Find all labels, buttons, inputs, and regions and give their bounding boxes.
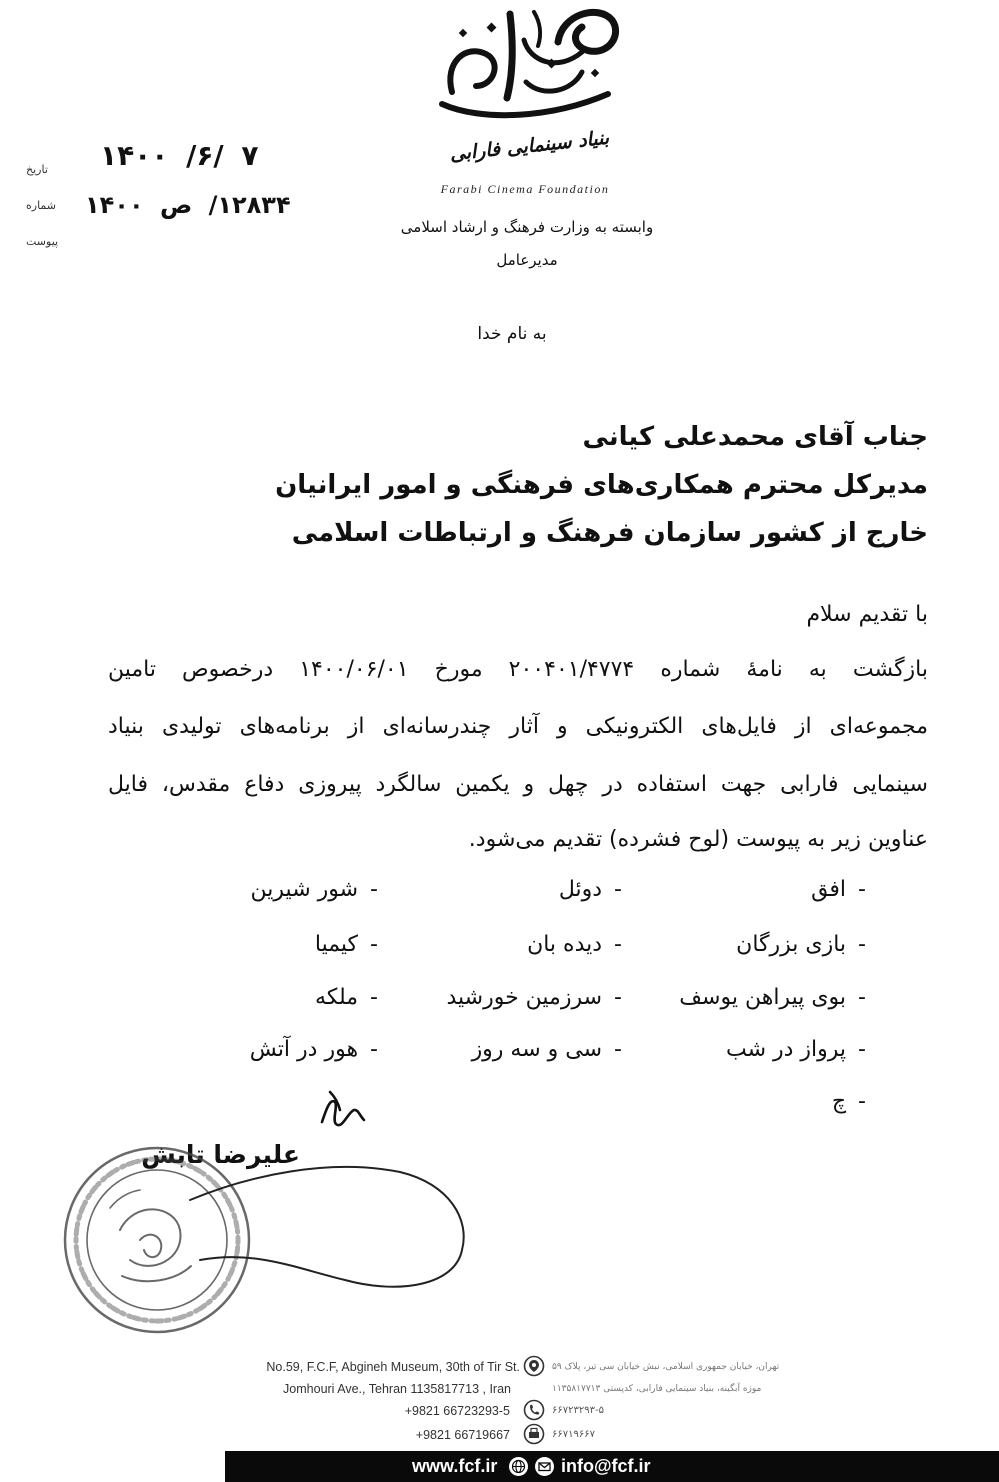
recipient-name: جناب آقای محمدعلی کیانی — [582, 422, 928, 452]
logo-dot — [459, 29, 467, 37]
stamp-outer-ring — [65, 1148, 249, 1332]
title-text: شور شیرین — [250, 877, 359, 902]
footer-contact-bar — [225, 1451, 999, 1482]
address-fa-line: تهران، خیابان جمهوری اسلامی، نبش خیابان سی تیر، پلاک ۵۹ — [552, 1362, 780, 1372]
signatory-name: علیرضا تابش — [141, 1140, 300, 1169]
title-text: سی و سه روز — [471, 1037, 603, 1062]
body-line: بازگشت به نامهٔ شماره ۲۰۰۴۰۱/۴۷۷۴ مورخ ۱۴۰۰/۰۶/۰۱ درخصوص تامین — [108, 657, 928, 682]
fax-fa: ۶۶۷۱۹۶۶۷ — [552, 1429, 595, 1440]
list-bullet: - — [614, 877, 622, 902]
logo-calligraphy-vertical — [507, 14, 512, 98]
list-item — [315, 980, 378, 1016]
number-label: شماره — [26, 199, 57, 212]
list-bullet: - — [614, 1037, 622, 1062]
list-bullet: - — [858, 985, 866, 1010]
fax-en: +9821 66719667 — [415, 1428, 510, 1442]
list-item — [832, 1084, 866, 1120]
affiliation-line: وابسته به وزارت فرهنگ و ارشاد اسلامی — [400, 218, 654, 236]
list-item — [315, 927, 378, 963]
globe-icon — [508, 1456, 529, 1477]
recipient-organization: خارج از کشور سازمان فرهنگ و ارتباطات اسلامی — [291, 518, 928, 548]
stamp-inner-ring — [87, 1170, 227, 1310]
title-text: پرواز در شب — [725, 1037, 847, 1062]
address-en-line: No.59, F.C.F, Abgineh Museum, 30th of Tir St. — [266, 1360, 520, 1374]
stamp-emblem — [140, 1235, 161, 1257]
logo-dot — [591, 69, 599, 77]
body-line: سینمایی فارابی جهت استفاده در چهل و یکمین سالگرد پیروزی دفاع مقدس، فایل — [108, 772, 928, 797]
address-fa-line: موزه آبگینه، بنیاد سینمایی فارابی، کدپستی ۱۱۳۵۸۱۷۷۱۳ — [552, 1384, 762, 1394]
signature-and-stamp — [0, 1080, 480, 1350]
list-bullet: - — [614, 932, 622, 957]
logo-calligraphy-stroke — [534, 12, 540, 46]
list-bullet: - — [370, 985, 378, 1010]
title-text: افق — [811, 877, 847, 902]
attachment-label: پیوست — [26, 235, 59, 248]
list-item — [251, 872, 378, 908]
location-pin-icon — [523, 1355, 545, 1377]
list-item — [250, 1032, 378, 1068]
title-text: کیمیا — [314, 932, 359, 957]
stamp-lettering-texture — [76, 1159, 238, 1321]
list-bullet: - — [370, 1037, 378, 1062]
list-item — [446, 980, 622, 1016]
signature-scribble — [322, 1092, 364, 1125]
logo-wordmark: بنیاد سینمایی فارابی — [448, 126, 611, 166]
date-label: تاریخ — [26, 163, 48, 176]
list-item — [726, 1032, 866, 1068]
title-text: دیده بان — [527, 932, 603, 957]
sender-position: مدیرعامل — [496, 251, 558, 269]
logo-calligraphy-curve — [526, 72, 582, 91]
foundation-logo — [430, 0, 630, 175]
stamp-emblem — [122, 1266, 191, 1281]
list-bullet: - — [858, 932, 866, 957]
title-text: هور در آتش — [249, 1037, 359, 1062]
logo-dot — [487, 23, 497, 33]
address-en-line: Jomhouri Ave., Tehran 1135817713 , Iran — [283, 1382, 511, 1396]
date-value: ۱۴۰۰ /۶/ ۷ — [100, 139, 259, 172]
title-text: چ — [831, 1089, 847, 1114]
list-item — [679, 980, 866, 1016]
email-text: info@fcf.ir — [561, 1456, 651, 1476]
body-line: مجموعه‌ای از فایل‌های الکترونیکی و آثار چندرسانه‌ای از برنامه‌های تولیدی بنیاد — [108, 714, 928, 739]
body-line: عناوین زیر به پیوست (لوح فشرده) تقدیم می‌شود. — [468, 827, 928, 852]
list-bullet: - — [858, 877, 866, 902]
list-bullet: - — [858, 1089, 866, 1114]
phone-en: +9821 66723293-5 — [404, 1404, 510, 1418]
title-text: ملکه — [315, 985, 359, 1010]
greeting: با تقدیم سلام — [806, 602, 928, 627]
list-item — [736, 927, 866, 963]
fax-icon — [523, 1423, 545, 1445]
list-bullet: - — [370, 932, 378, 957]
title-text: بازی بزرگان — [736, 932, 847, 957]
list-bullet: - — [858, 1037, 866, 1062]
logo-english-name: Farabi Cinema Foundation — [440, 182, 610, 196]
list-item — [559, 872, 622, 908]
phone-icon — [523, 1399, 545, 1421]
title-text: بوی پیراهن یوسف — [679, 985, 847, 1010]
list-bullet: - — [370, 877, 378, 902]
logo-calligraphy-sweep — [442, 94, 608, 115]
envelope-icon — [534, 1456, 555, 1477]
title-text: دوئل — [558, 877, 603, 902]
letter-number-value: ۱۴۰۰ ص /۱۲۸۳۴ — [85, 191, 291, 219]
list-item — [811, 872, 866, 908]
phone-fa: ۶۶۷۲۳۲۹۳-۵ — [552, 1405, 604, 1416]
list-bullet: - — [614, 985, 622, 1010]
stamp-emblem — [110, 1190, 140, 1208]
invocation: به نام خدا — [477, 324, 547, 344]
recipient-title: مدیرکل محترم همکاری‌های فرهنگی و امور ایرانیان — [275, 470, 928, 500]
list-item — [527, 927, 622, 963]
list-item — [472, 1032, 622, 1068]
logo-calligraphy-left-loop — [450, 51, 494, 92]
logo-calligraphy-loop — [558, 12, 616, 51]
title-text: سرزمین خورشید — [446, 985, 603, 1010]
website-text: www.fcf.ir — [412, 1456, 498, 1476]
